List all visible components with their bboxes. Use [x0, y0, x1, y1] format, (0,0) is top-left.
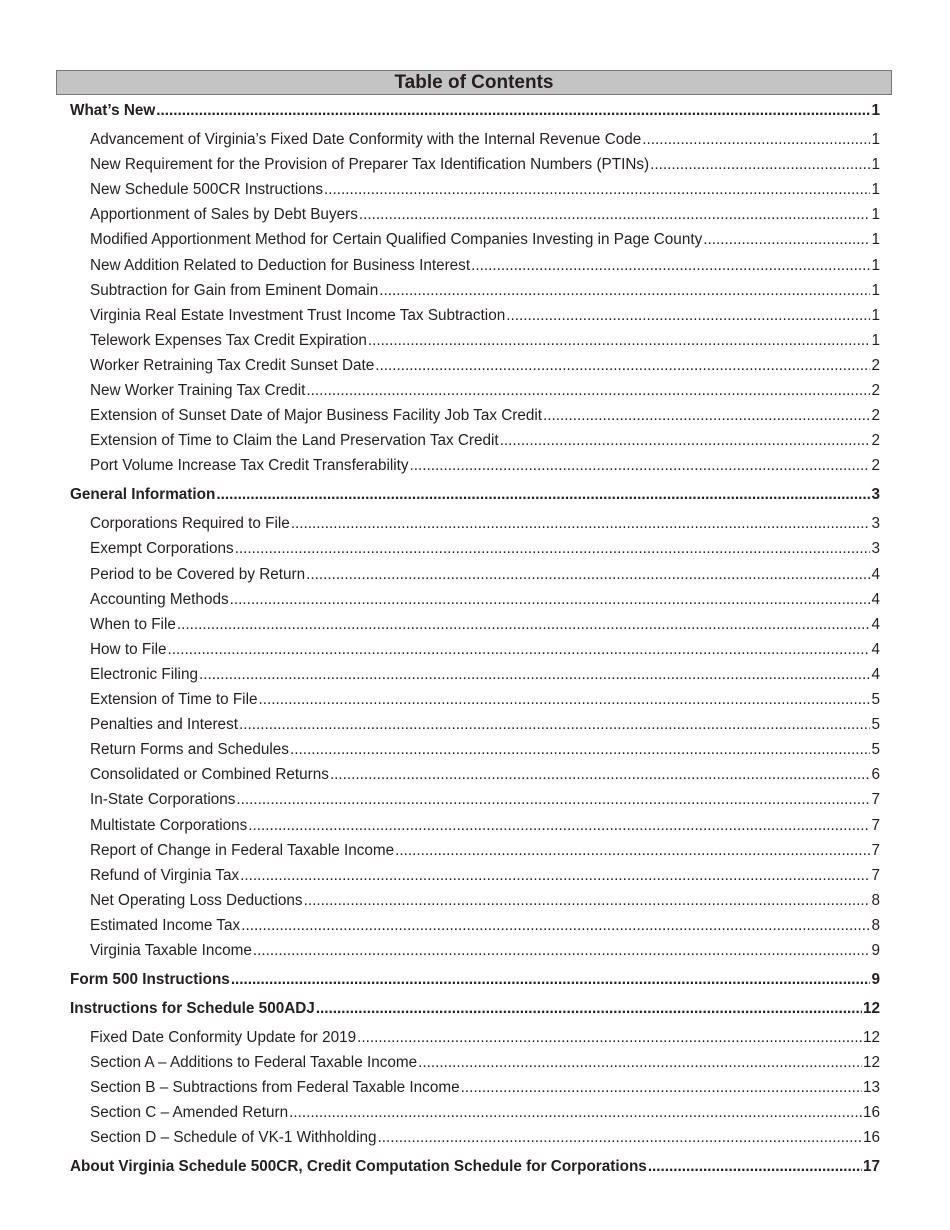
toc-subsection-entry[interactable] [90, 866, 880, 886]
toc-entry-label: Return Forms and Schedules [90, 741, 289, 759]
toc-page-number: 7 [871, 841, 880, 859]
toc-page-number: 9 [871, 971, 880, 988]
toc-subsection-entry[interactable] [90, 155, 880, 175]
toc-entry-label: Telework Expenses Tax Credit Expiration [90, 331, 367, 349]
toc-page-number: 2 [871, 407, 880, 425]
toc-entry-label: Estimated Income Tax [90, 916, 241, 934]
toc-entry-label: Section D – Schedule of VK-1 Withholding [90, 1129, 377, 1147]
toc-entry-label: General Information [70, 486, 216, 504]
dot-leader [324, 180, 871, 200]
dot-leader [306, 381, 870, 401]
toc-entry-label: New Worker Training Tax Credit [90, 382, 306, 399]
toc-subsection-entry[interactable] [90, 765, 880, 785]
dot-leader [368, 331, 871, 351]
toc-entry-label: New Requirement for the Provision of Preparer Tax Identification Numbers (PTINs) [90, 156, 650, 174]
toc-subsection-entry[interactable] [90, 1128, 880, 1148]
dot-leader [156, 101, 870, 121]
toc-entry-label: Instructions for Schedule 500ADJ [70, 1000, 315, 1017]
toc-page-number: 1 [871, 231, 880, 249]
toc-entry-label: Period to be Covered by Return [90, 565, 306, 583]
toc-subsection-entry[interactable] [90, 941, 880, 961]
toc-entry-label: Apportionment of Sales by Debt Buyers [90, 206, 358, 224]
toc-subsection-entry[interactable] [90, 690, 880, 710]
toc-page-number: 2 [871, 382, 880, 399]
dot-leader [290, 740, 871, 760]
toc-subsection-entry[interactable] [90, 790, 880, 810]
toc-page-number: 2 [871, 432, 880, 450]
dot-leader [248, 816, 870, 836]
dot-leader [168, 640, 871, 660]
toc-subsection-entry[interactable] [90, 456, 880, 476]
toc-subsection-entry[interactable] [90, 615, 880, 635]
toc-page-number: 16 [862, 1129, 880, 1147]
toc-subsection-entry[interactable] [90, 381, 880, 401]
toc-page-number: 1 [871, 131, 880, 148]
toc-page-number: 3 [871, 540, 880, 558]
dot-leader [410, 456, 871, 476]
toc-entry-label: Net Operating Loss Deductions [90, 891, 303, 909]
dot-leader [199, 665, 871, 685]
toc-entry-label: In-State Corporations [90, 791, 236, 809]
toc-subsection-entry[interactable] [90, 1028, 880, 1048]
toc-entry-label: Virginia Taxable Income [90, 942, 252, 959]
toc-entry-label: Multistate Corporations [90, 816, 248, 834]
toc-entry-label: Report of Change in Federal Taxable Income [90, 841, 395, 859]
toc-entry-label: How to File [90, 640, 167, 658]
toc-subsection-entry[interactable] [90, 230, 880, 250]
toc-subsection-entry[interactable] [90, 665, 880, 685]
toc-subsection-entry[interactable] [90, 514, 880, 534]
toc-entry-label: Extension of Time to Claim the Land Preservation Tax Credit [90, 432, 499, 450]
toc-entry-label: Modified Apportionment Method for Certain Qualified Companies Investing in Page County [90, 231, 703, 249]
toc-page-number: 3 [871, 486, 880, 504]
toc-title: Table of Contents [56, 70, 892, 95]
toc-page-number: 7 [871, 866, 880, 884]
dot-leader [375, 356, 870, 376]
toc-page-number: 1 [871, 281, 880, 299]
toc-subsection-entry[interactable] [90, 130, 880, 150]
toc-entry-label: Corporations Required to File [90, 515, 290, 533]
dot-leader [418, 1053, 862, 1073]
toc-page-number: 1 [871, 102, 880, 119]
toc-section-entry[interactable] [70, 101, 880, 121]
dot-leader [359, 205, 871, 225]
dot-leader [216, 485, 870, 505]
dot-leader [471, 256, 870, 276]
toc-entry-label: Consolidated or Combined Returns [90, 766, 329, 784]
toc-page-number: 3 [871, 515, 880, 533]
toc-page-number: 4 [871, 565, 880, 583]
toc-page-number: 1 [871, 331, 880, 349]
toc-entry-label: Section C – Amended Return [90, 1104, 289, 1122]
toc-subsection-entry[interactable] [90, 180, 880, 200]
toc-page-number: 5 [871, 691, 880, 708]
dot-leader [241, 916, 870, 936]
dot-leader [395, 841, 870, 861]
toc-entry-label: What’s New [70, 102, 156, 119]
dot-leader [259, 690, 871, 710]
toc-page-number: 4 [871, 665, 880, 683]
toc-page-number: 12 [862, 1029, 880, 1046]
toc-page-number: 7 [871, 791, 880, 809]
toc-entry-label: Accounting Methods [90, 590, 229, 608]
toc-page-number: 13 [862, 1079, 880, 1097]
dot-leader [235, 539, 871, 559]
toc-page-number: 5 [871, 716, 880, 734]
toc-page-number: 9 [871, 942, 880, 959]
toc-entry-label: Refund of Virginia Tax [90, 866, 240, 884]
dot-leader [316, 999, 862, 1019]
toc-subsection-entry[interactable] [90, 1103, 880, 1123]
toc-entry-label: Extension of Time to File [90, 691, 258, 708]
dot-leader [177, 615, 871, 635]
toc-subsection-entry[interactable] [90, 331, 880, 351]
toc-page-number: 1 [871, 206, 880, 224]
toc-entry-label: Form 500 Instructions [70, 971, 230, 988]
toc-subsection-entry[interactable] [90, 816, 880, 836]
toc-entry-label: Section A – Additions to Federal Taxable Income [90, 1054, 418, 1072]
toc-page-number: 4 [871, 640, 880, 658]
toc-subsection-entry[interactable] [90, 431, 880, 451]
dot-leader [379, 281, 870, 301]
toc-page-number: 1 [871, 256, 880, 274]
dot-leader [500, 431, 871, 451]
toc-entry-label: Worker Retraining Tax Credit Sunset Date [90, 356, 375, 374]
toc-page-number: 8 [871, 891, 880, 909]
toc-subsection-entry[interactable] [90, 841, 880, 861]
toc-page-number: 1 [871, 156, 880, 174]
toc-subsection-entry[interactable] [90, 406, 880, 426]
toc-entry-label: Virginia Real Estate Investment Trust Income Tax Subtraction [90, 306, 506, 324]
dot-leader [703, 230, 870, 250]
toc-subsection-entry[interactable] [90, 539, 880, 559]
toc-page-number: 16 [862, 1104, 880, 1122]
toc-entry-label: When to File [90, 615, 176, 633]
toc-entry-label: Exempt Corporations [90, 540, 234, 558]
toc-page-number: 4 [871, 590, 880, 608]
dot-leader [543, 406, 870, 426]
toc-subsection-entry[interactable] [90, 281, 880, 301]
toc-entry-label: Fixed Date Conformity Update for 2019 [90, 1029, 357, 1046]
toc-subsection-entry[interactable] [90, 590, 880, 610]
dot-leader [231, 970, 871, 990]
toc-entry-label: Electronic Filing [90, 665, 198, 683]
toc-page-number: 2 [871, 457, 880, 475]
toc-subsection-entry[interactable] [90, 715, 880, 735]
toc-entry-label: Advancement of Virginia’s Fixed Date Conformity with the Internal Revenue Code [90, 131, 642, 148]
dot-leader [289, 1103, 862, 1123]
dot-leader [648, 1157, 862, 1177]
toc-entry-label: Port Volume Increase Tax Credit Transferability [90, 457, 409, 475]
toc-subsection-entry[interactable] [90, 916, 880, 936]
dot-leader [306, 565, 870, 585]
dot-leader [378, 1128, 862, 1148]
toc-page-number: 5 [871, 741, 880, 759]
toc-page-number: 1 [871, 306, 880, 324]
toc-page-number: 17 [862, 1158, 880, 1176]
toc-subsection-entry[interactable] [90, 740, 880, 760]
toc-section-entry[interactable] [70, 999, 880, 1019]
toc-subsection-entry[interactable] [90, 891, 880, 911]
toc-section-entry[interactable] [70, 970, 880, 990]
toc-page-number: 2 [871, 356, 880, 374]
dot-leader [650, 155, 870, 175]
toc-page-number: 1 [871, 181, 880, 199]
dot-leader [291, 514, 871, 534]
toc-entry-label: Extension of Sunset Date of Major Business Facility Job Tax Credit [90, 407, 543, 425]
dot-leader [239, 715, 871, 735]
dot-leader [506, 306, 870, 326]
toc-entry-label: Section B – Subtractions from Federal Taxable Income [90, 1079, 460, 1097]
toc-subsection-entry[interactable] [90, 205, 880, 225]
toc-entry-label: About Virginia Schedule 500CR, Credit Computation Schedule for Corporations [70, 1158, 647, 1176]
toc-subsection-entry[interactable] [90, 1078, 880, 1098]
dot-leader [240, 866, 870, 886]
dot-leader [642, 130, 870, 150]
toc-section-entry[interactable] [70, 1157, 880, 1177]
dot-leader [461, 1078, 862, 1098]
toc-subsection-entry[interactable] [90, 356, 880, 376]
toc-page-number: 6 [871, 766, 880, 784]
toc-entry-label: Penalties and Interest [90, 716, 238, 734]
dot-leader [253, 941, 871, 961]
dot-leader [236, 790, 870, 810]
toc-section-entry[interactable] [70, 485, 880, 505]
toc-subsection-entry[interactable] [90, 306, 880, 326]
toc-subsection-entry[interactable] [90, 256, 880, 276]
dot-leader [357, 1028, 862, 1048]
toc-subsection-entry[interactable] [90, 565, 880, 585]
toc-subsection-entry[interactable] [90, 640, 880, 660]
dot-leader [304, 891, 871, 911]
toc-subsection-entry[interactable] [90, 1053, 880, 1073]
dot-leader [230, 590, 871, 610]
toc-page-number: 8 [871, 916, 880, 934]
toc-page-number: 4 [871, 615, 880, 633]
toc-entry-label: New Schedule 500CR Instructions [90, 181, 323, 199]
toc-page-number: 12 [862, 1000, 880, 1017]
toc-page-number: 7 [871, 816, 880, 834]
toc-entry-label: New Addition Related to Deduction for Business Interest [90, 256, 471, 274]
toc-entry-label: Subtraction for Gain from Eminent Domain [90, 281, 379, 299]
toc-page-number: 12 [862, 1054, 880, 1072]
dot-leader [330, 765, 871, 785]
